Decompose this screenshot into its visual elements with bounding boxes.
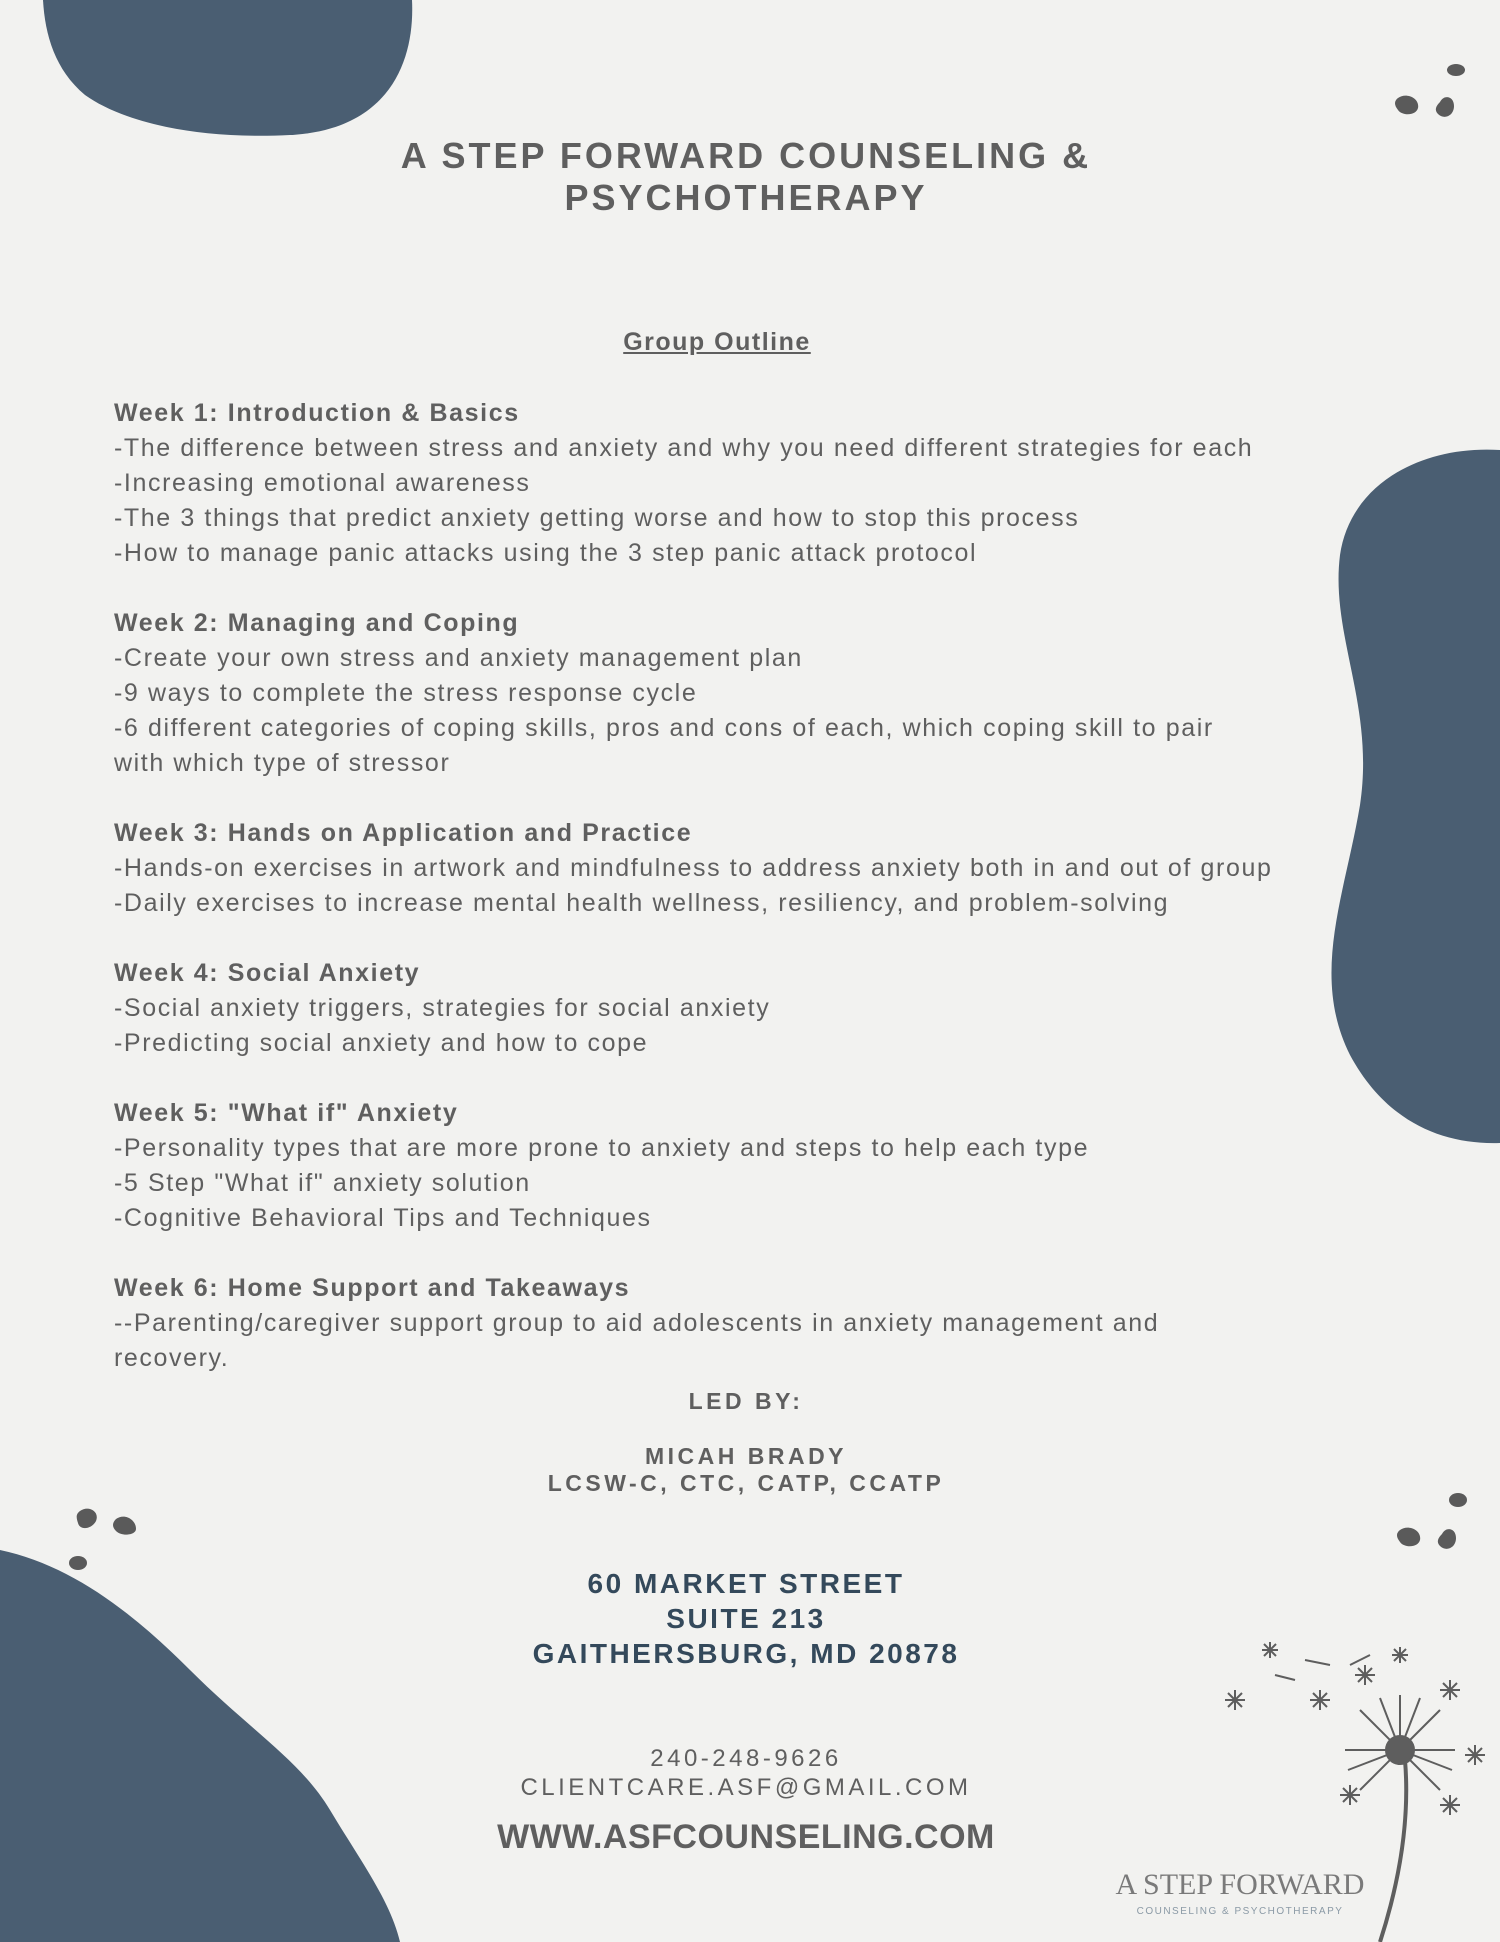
week-1 <box>114 396 1344 571</box>
week-line: -9 ways to complete the stress response cycle <box>114 679 698 707</box>
website-link[interactable]: WWW.ASFCOUNSELING.COM <box>497 1818 995 1856</box>
title-line-1: A STEP FORWARD COUNSELING & <box>400 135 1092 176</box>
week-title: Week 3: Hands on Application and Practice <box>114 819 693 847</box>
week-line: -Cognitive Behavioral Tips and Techniques <box>114 1204 652 1232</box>
week-line: -How to manage panic attacks using the 3 step panic attack protocol <box>114 539 978 567</box>
week-5 <box>114 1096 1344 1236</box>
leader-name: MICAH BRADY <box>644 1443 848 1469</box>
outline-heading: Group Outline <box>623 328 811 356</box>
week-line: with which type of stressor <box>114 749 451 777</box>
week-3 <box>114 816 1344 921</box>
week-line: recovery. <box>114 1344 230 1372</box>
logo-tagline: COUNSELING & PSYCHOTHERAPY <box>1136 1906 1344 1917</box>
week-line: -Hands-on exercises in artwork and mindfulness to address anxiety both in and out of group <box>114 854 1273 882</box>
top-left-blob <box>40 0 420 140</box>
week-line: -Personality types that are more prone to anxiety and steps to help each type <box>114 1134 1090 1162</box>
led-by-label: LED BY: <box>688 1388 804 1414</box>
week-line: -The 3 things that predict anxiety getting worse and how to stop this process <box>114 504 1080 532</box>
week-title: Week 5: "What if" Anxiety <box>114 1099 459 1127</box>
week-line: -5 Step "What if" anxiety solution <box>114 1169 531 1197</box>
leader-credentials: LCSW-C, CTC, CATP, CCATP <box>547 1470 945 1496</box>
week-6 <box>114 1271 1344 1376</box>
email-address[interactable]: CLIENTCARE.ASF@GMAIL.COM <box>520 1774 972 1801</box>
title-line-2: PSYCHOTHERAPY <box>564 177 928 218</box>
week-line: -Create your own stress and anxiety management plan <box>114 644 803 672</box>
address-line-1: 60 MARKET STREET <box>587 1568 905 1599</box>
logo-wordmark: A STEP FORWARD <box>1115 1868 1365 1901</box>
week-line: -6 different categories of coping skills, pros and cons of each, which coping skill to pair <box>114 714 1214 742</box>
bottom-right-dots <box>1390 1488 1470 1558</box>
week-line: --Parenting/caregiver support group to aid adolescents in anxiety management and <box>114 1309 1160 1337</box>
top-right-dots <box>1390 58 1470 128</box>
bottom-left-dots <box>60 1505 150 1575</box>
week-line: -Daily exercises to increase mental health wellness, resiliency, and problem-solving <box>114 889 1170 917</box>
address-line-2: SUITE 213 <box>666 1603 826 1634</box>
week-4 <box>114 956 1344 1061</box>
week-title: Week 4: Social Anxiety <box>114 959 421 987</box>
week-title: Week 2: Managing and Coping <box>114 609 520 637</box>
weeks-list <box>114 396 1344 1411</box>
week-title: Week 6: Home Support and Takeaways <box>114 1274 631 1302</box>
week-line: -Social anxiety triggers, strategies for social anxiety <box>114 994 771 1022</box>
page-title <box>0 135 1492 219</box>
phone-number[interactable]: 240-248-9626 <box>650 1745 842 1772</box>
week-line: -Predicting social anxiety and how to cope <box>114 1029 649 1057</box>
week-title: Week 1: Introduction & Basics <box>114 399 520 427</box>
week-2 <box>114 606 1344 781</box>
week-line: -Increasing emotional awareness <box>114 469 531 497</box>
week-line: -The difference between stress and anxiety and why you need different strategies for each <box>114 434 1254 462</box>
address-line-3: GAITHERSBURG, MD 20878 <box>532 1638 960 1669</box>
